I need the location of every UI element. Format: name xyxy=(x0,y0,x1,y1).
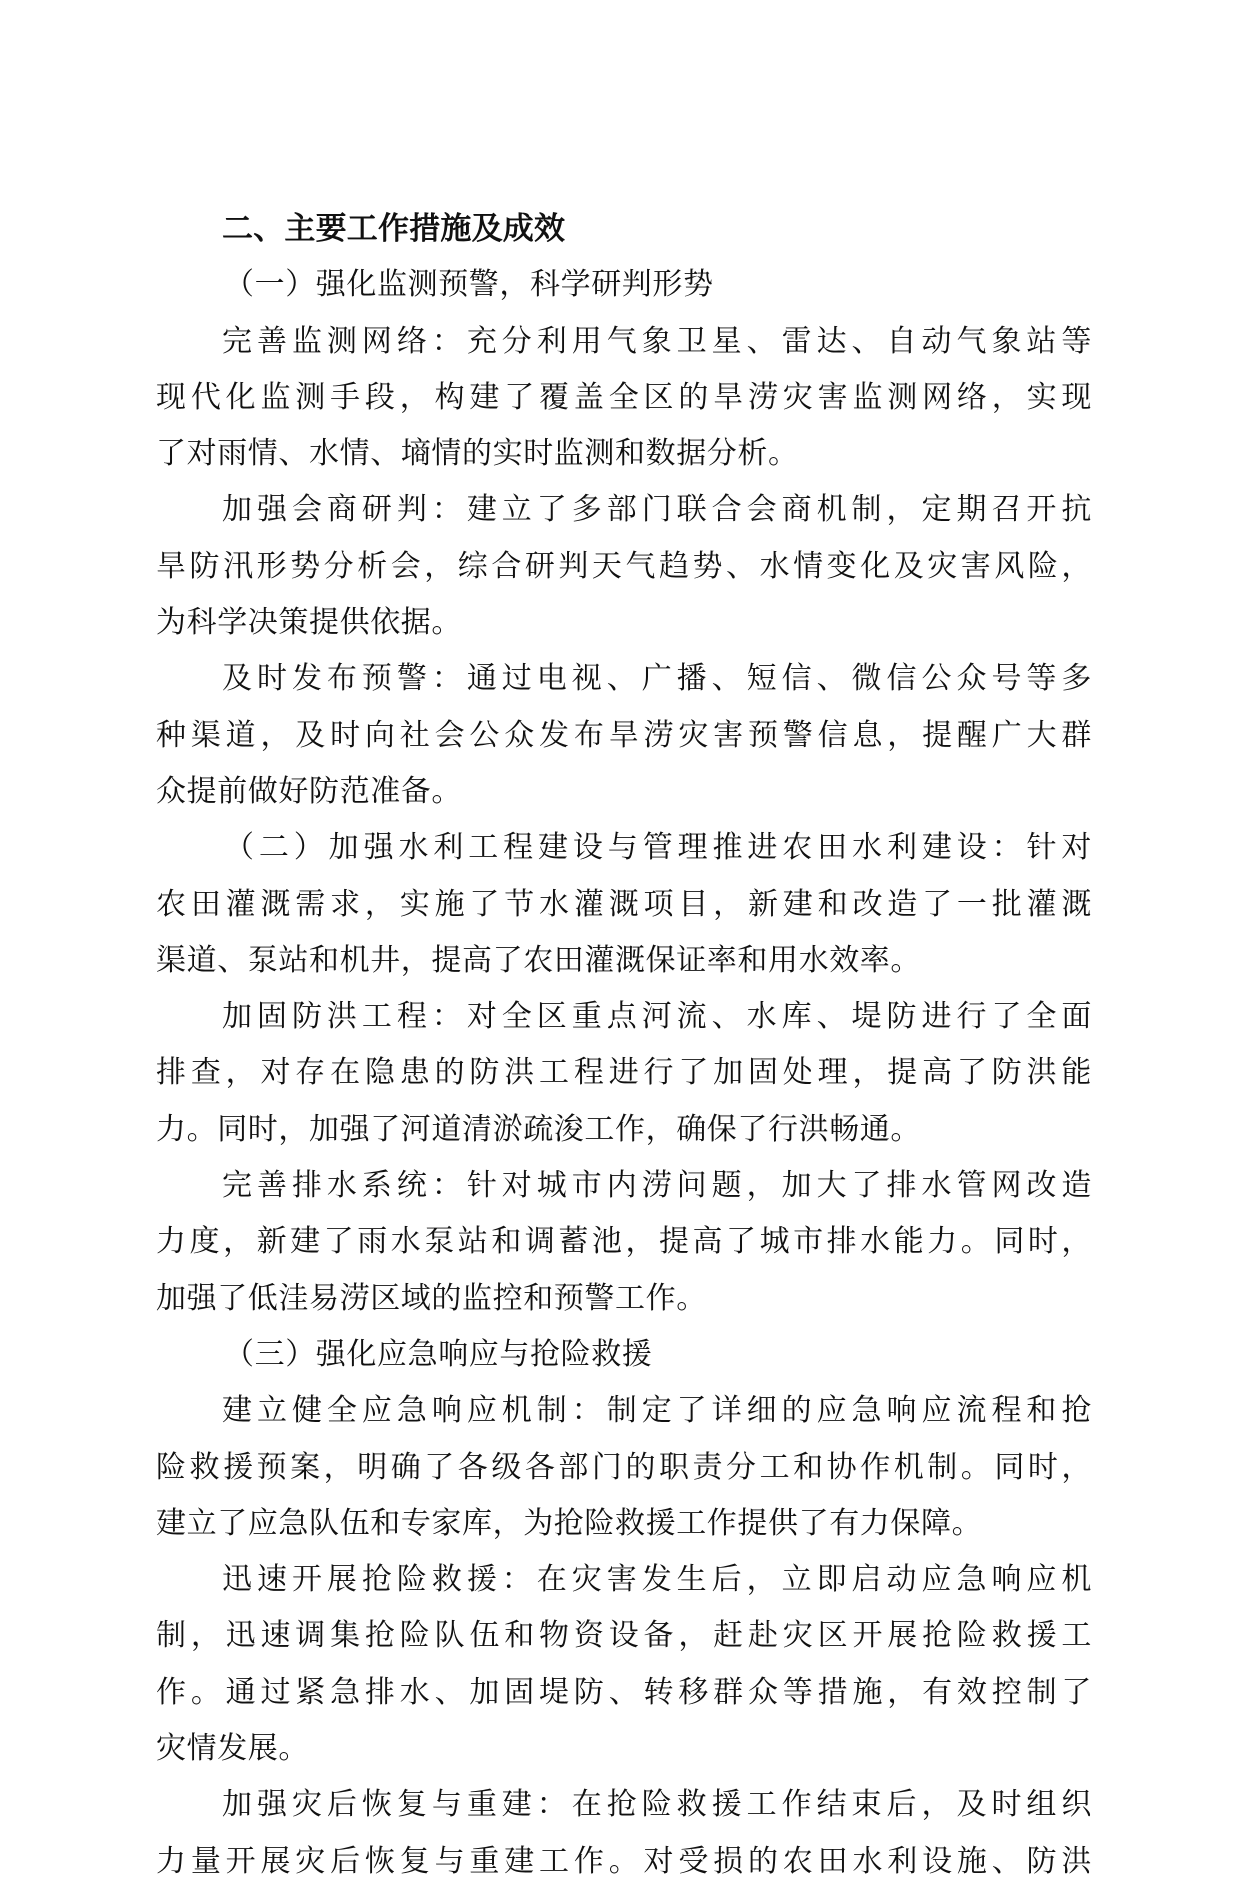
paragraph-rescue xyxy=(156,1552,1092,1777)
paragraph-line: 作。通过紧急排水、加固堤防、转移群众等措施，有效控制了 xyxy=(156,1674,1092,1710)
paragraph-line: 完善监测网络：充分利用气象卫星、雷达、自动气象站等 xyxy=(222,323,1092,359)
paragraph-line: 加强会商研判：建立了多部门联合会商机制，定期召开抗 xyxy=(222,492,1092,528)
paragraph-line: 众提前做好防范准备。 xyxy=(156,773,462,809)
paragraph-emergency-mechanism xyxy=(156,1383,1092,1552)
section-title: 二、主要工作措施及成效 xyxy=(222,211,566,247)
paragraph-flood-control xyxy=(156,989,1092,1158)
paragraph-line: 建立了应急队伍和专家库，为抢险救援工作提供了有力保障。 xyxy=(156,1505,983,1541)
paragraph-line: 渠道、泵站和机井，提高了农田灌溉保证率和用水效率。 xyxy=(156,942,921,978)
paragraph-drainage xyxy=(156,1158,1092,1327)
paragraph-irrigation xyxy=(156,820,1092,989)
paragraph-line: 农田灌溉需求，实施了节水灌溉项目，新建和改造了一批灌溉 xyxy=(156,886,1092,922)
paragraph-line: 险救援预案，明确了各级各部门的职责分工和协作机制。同时， xyxy=(156,1449,1092,1485)
paragraph-line: 灾情发展。 xyxy=(156,1731,309,1767)
paragraph-recovery xyxy=(156,1777,1092,1890)
document-body xyxy=(156,201,1092,1890)
paragraph-line: 完善排水系统：针对城市内涝问题，加大了排水管网改造 xyxy=(222,1168,1092,1204)
paragraph-line: 排查，对存在隐患的防洪工程进行了加固处理，提高了防洪能 xyxy=(156,1055,1092,1091)
paragraph-line: 旱防汛形势分析会，综合研判天气趋势、水情变化及灾害风险， xyxy=(156,548,1092,584)
paragraph-line: 加强了低洼易涝区域的监控和预警工作。 xyxy=(156,1280,707,1316)
paragraph-line: 现代化监测手段，构建了覆盖全区的旱涝灾害监测网络，实现 xyxy=(156,379,1092,415)
paragraph-line: 加强灾后恢复与重建：在抢险救援工作结束后，及时组织 xyxy=(222,1787,1092,1823)
paragraph-line: 力度，新建了雨水泵站和调蓄池，提高了城市排水能力。同时， xyxy=(156,1224,1092,1260)
paragraph-monitoring-network xyxy=(156,314,1092,483)
paragraph-line: 力量开展灾后恢复与重建工作。对受损的农田水利设施、防洪 xyxy=(156,1843,1092,1879)
paragraph-line: 制，迅速调集抢险队伍和物资设备，赶赴灾区开展抢险救援工 xyxy=(156,1618,1092,1654)
paragraph-line: 建立健全应急响应机制：制定了详细的应急响应流程和抢 xyxy=(222,1393,1092,1429)
paragraph-line: 迅速开展抢险救援：在灾害发生后，立即启动应急响应机 xyxy=(222,1562,1092,1598)
paragraph-line: （二）加强水利工程建设与管理推进农田水利建设：针对 xyxy=(224,830,1092,866)
paragraph-consultation xyxy=(156,482,1092,651)
paragraph-line: 加固防洪工程：对全区重点河流、水库、堤防进行了全面 xyxy=(222,999,1092,1035)
subsection-title-3: （三）强化应急响应与抢险救援 xyxy=(224,1336,653,1372)
paragraph-line: 了对雨情、水情、墒情的实时监测和数据分析。 xyxy=(156,436,799,472)
subsection-title-1: （一）强化监测预警，科学研判形势 xyxy=(224,267,714,303)
paragraph-line: 及时发布预警：通过电视、广播、短信、微信公众号等多 xyxy=(222,661,1092,697)
paragraph-line: 为科学决策提供依据。 xyxy=(156,605,462,641)
paragraph-warning xyxy=(156,651,1092,820)
paragraph-line: 种渠道，及时向社会公众发布旱涝灾害预警信息，提醒广大群 xyxy=(156,717,1092,753)
paragraph-line: 力。同时，加强了河道清淤疏浚工作，确保了行洪畅通。 xyxy=(156,1111,921,1147)
